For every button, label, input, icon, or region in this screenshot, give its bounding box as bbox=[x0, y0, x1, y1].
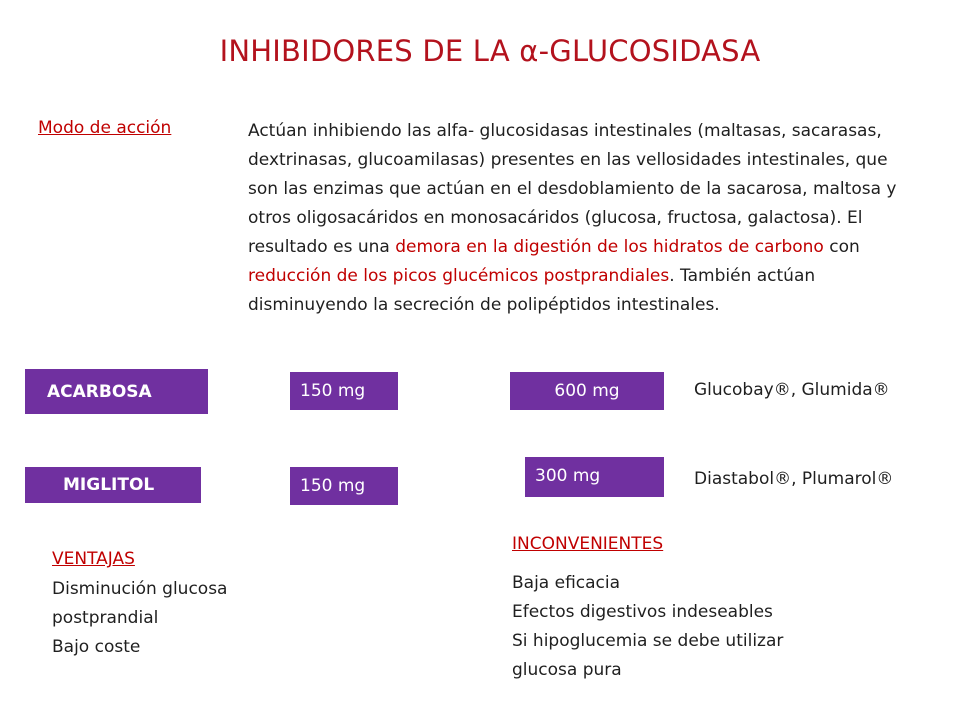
drug-brands-acarbosa: Glucobay®, Glumida® bbox=[694, 380, 890, 400]
mode-text-2: con bbox=[823, 237, 860, 257]
drug-dose-max-acarbosa: 600 mg bbox=[510, 372, 664, 410]
drug-dose-max-miglitol: 300 mg bbox=[525, 457, 664, 497]
drug-name-miglitol: MIGLITOL bbox=[25, 467, 201, 503]
title-suffix: -GLUCOSIDASA bbox=[538, 34, 761, 68]
mode-of-action-text bbox=[248, 117, 920, 320]
list-item: glucosa pura bbox=[512, 660, 622, 680]
mode-text-3: . También actúan disminuyendo la secreción de polipéptidos intestinales. bbox=[248, 266, 816, 315]
title-prefix: INHIBIDORES DE LA bbox=[219, 34, 520, 68]
mode-red-2: reducción de los picos glucémicos postprandiales bbox=[248, 266, 670, 286]
mode-of-action-label: Modo de acción bbox=[38, 118, 172, 138]
disadvantages-label: INCONVENIENTES bbox=[512, 534, 664, 554]
drug-dose-min-miglitol: 150 mg bbox=[290, 467, 398, 505]
advantages-list bbox=[52, 575, 227, 662]
mode-text-1: Actúan inhibiendo las alfa- glucosidasas intestinales (maltasas, sacarasas, dextrinasas, glucoamilasas) presentes en las vellosidades intestinales, que son las enzimas que actúan en el desdoblamiento de la sacarosa, maltosa y otros oligosacáridos en monosacáridos (glucosa, fructosa, galactosa). El resultado es una bbox=[248, 121, 897, 257]
disadvantages-list bbox=[512, 569, 783, 685]
list-item: Si hipoglucemia se debe utilizar bbox=[512, 631, 784, 651]
list-item: Bajo coste bbox=[52, 637, 141, 657]
list-item: Disminución glucosa bbox=[52, 579, 228, 599]
drug-name-acarbosa: ACARBOSA bbox=[25, 369, 208, 414]
drug-brands-miglitol: Diastabol®, Plumarol® bbox=[694, 469, 894, 489]
list-item: postprandial bbox=[52, 608, 159, 628]
page-title bbox=[0, 34, 960, 68]
mode-red-1: demora en la digestión de los hidratos de carbono bbox=[395, 237, 824, 257]
drug-dose-min-acarbosa: 150 mg bbox=[290, 372, 398, 410]
title-alpha: α bbox=[519, 34, 539, 68]
list-item: Efectos digestivos indeseables bbox=[512, 602, 773, 622]
list-item: Baja eficacia bbox=[512, 573, 621, 593]
advantages-label: VENTAJAS bbox=[52, 549, 135, 569]
